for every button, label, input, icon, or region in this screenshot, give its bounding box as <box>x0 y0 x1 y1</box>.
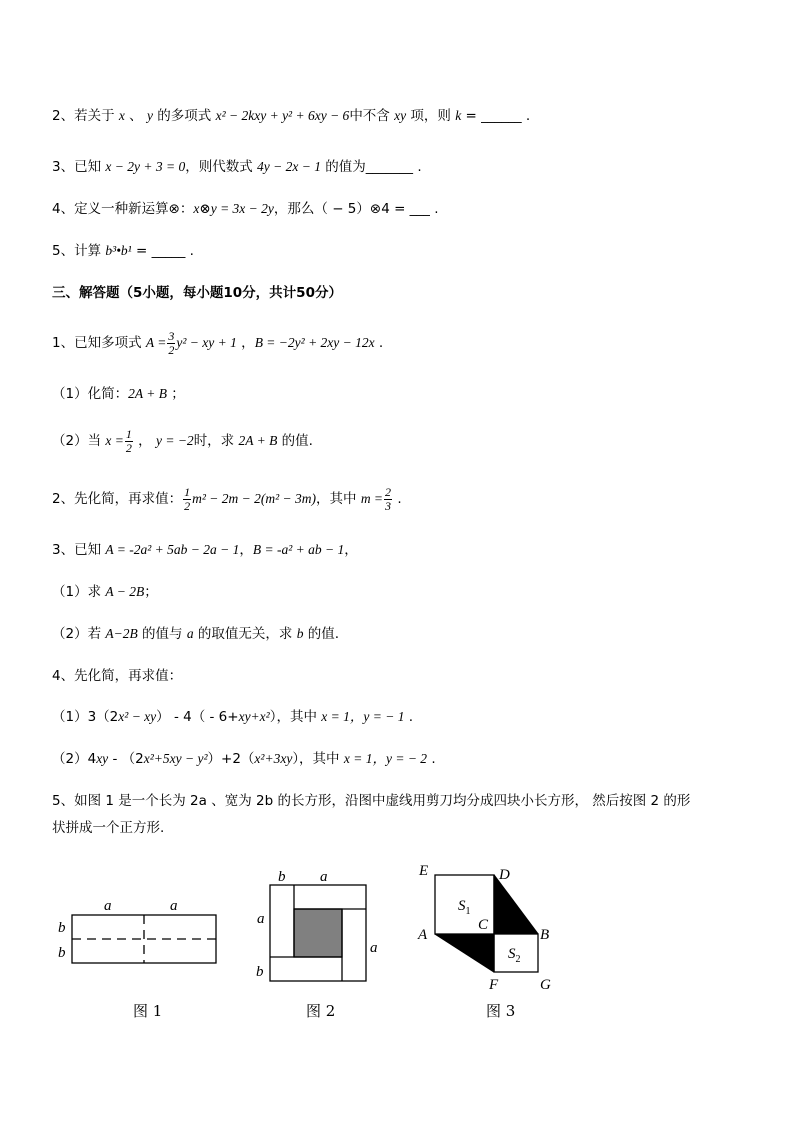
fig3-label-e: E <box>419 863 429 879</box>
solve-question-3-part-2: （2）若 A−2B 的值与 a 的取值无关，求 b 的值. <box>52 626 340 642</box>
solve-question-4: 4、先化简，再求值： <box>52 668 183 684</box>
figure-2 <box>256 869 378 981</box>
fig3-label-s1: $S_1$ <box>458 898 471 917</box>
fig3-square-s2 <box>494 934 538 972</box>
fig1-label-b: b <box>58 920 66 936</box>
figure-3 <box>417 863 551 993</box>
question-fill-3: 3、已知 x − 2y + 3 = 0，则代数式 4y − 2x − 1 的值为_______ . <box>52 159 422 175</box>
answer-blank: = ______ . <box>461 108 531 124</box>
fig1-label-b: b <box>58 945 66 961</box>
question-fill-2: 2、若关于 x 、 y 的多项式 x² − 2kxy + y² + 6xy − 6中不含 xy 项，则 k = ______ . <box>52 108 531 124</box>
fig3-label-s2: $S_2$ <box>508 946 521 965</box>
fig3-label-b: B <box>540 927 550 943</box>
solve-question-3: 3、已知 A = -2a² + 5ab − 2a − 1，B = -a² + ab − 1， <box>52 542 358 558</box>
figure-1-caption: 图 1 <box>133 1002 163 1020</box>
solve-question-5-line-2: 状拼成一个正方形. <box>52 820 165 836</box>
fraction: $\frac{1}{2}$ <box>184 484 191 513</box>
fig3-label-g: G <box>540 977 551 993</box>
solve-question-1-part-2: （2）当 x = $\frac{1}{2}$ ， y = −2时，求 2A + B 的值. <box>52 426 313 455</box>
figure-3-caption: 图 3 <box>486 1002 516 1020</box>
fig3-label-a: A <box>418 927 428 943</box>
solve-question-3-part-1: （1）求 A − 2B； <box>52 584 158 600</box>
figure-2-caption: 图 2 <box>306 1002 336 1020</box>
fraction: $\frac{3}{2}$ <box>168 328 175 357</box>
question-fill-4: 4、定义一种新运算⊗：x⊗y = 3x − 2y，那么（ − 5）⊗4 = ___ . <box>52 201 439 217</box>
fig2-label-b: b <box>278 869 286 885</box>
polynomial-expr: x² − 2kxy + y² + 6xy − 6 <box>215 108 350 123</box>
solve-question-2: 2、先化简，再求值： $\frac{1}{2}$ m² − 2m − 2(m² − 3m)，其中 m = $\frac{2}{3}$ . <box>52 484 402 513</box>
solve-question-1-part-1: （1）化简：2A + B ； <box>52 386 185 402</box>
figure-1 <box>58 898 216 963</box>
question-fill-5: 5、计算 b³•b¹ = _____ . <box>52 243 194 259</box>
solve-question-5-line-1: 5、如图 1 是一个长为 2a 、宽为 2b 的长方形，沿图中虚线用剪刀均分成四块小长方形， 然后按图 2 的形 <box>52 793 691 809</box>
fig3-label-c: C <box>478 917 489 933</box>
solve-question-1: 1、已知多项式 A = $\frac{3}{2}$ y² − xy + 1 ，B = −2y² + 2xy − 12x . <box>52 328 384 357</box>
fig1-label-a: a <box>170 898 178 914</box>
solve-question-4-part-1: （1）3（2x² − xy） - 4（ - 6+xy+x²），其中 x = 1，y = − 1 . <box>52 709 414 725</box>
fraction: $\frac{1}{2}$ <box>125 426 132 455</box>
solve-question-4-part-2: （2）4xy - （2x²+5xy − y²）+2（x²+3xy），其中 x = 1，y = − 2 . <box>52 751 436 767</box>
fig3-label-d: D <box>499 867 510 883</box>
figures-area <box>0 850 794 1070</box>
fig2-center-square <box>294 909 342 957</box>
fig1-label-a: a <box>104 898 112 914</box>
fig2-label-b: b <box>256 964 264 980</box>
fig2-label-a: a <box>370 940 378 956</box>
fig2-label-a: a <box>320 869 328 885</box>
fraction: $\frac{2}{3}$ <box>385 484 392 513</box>
fig3-label-f: F <box>489 977 499 993</box>
fig2-label-a: a <box>257 911 265 927</box>
section-heading-3: 三、解答题（5小题，每小题10分，共计50分） <box>52 285 342 301</box>
